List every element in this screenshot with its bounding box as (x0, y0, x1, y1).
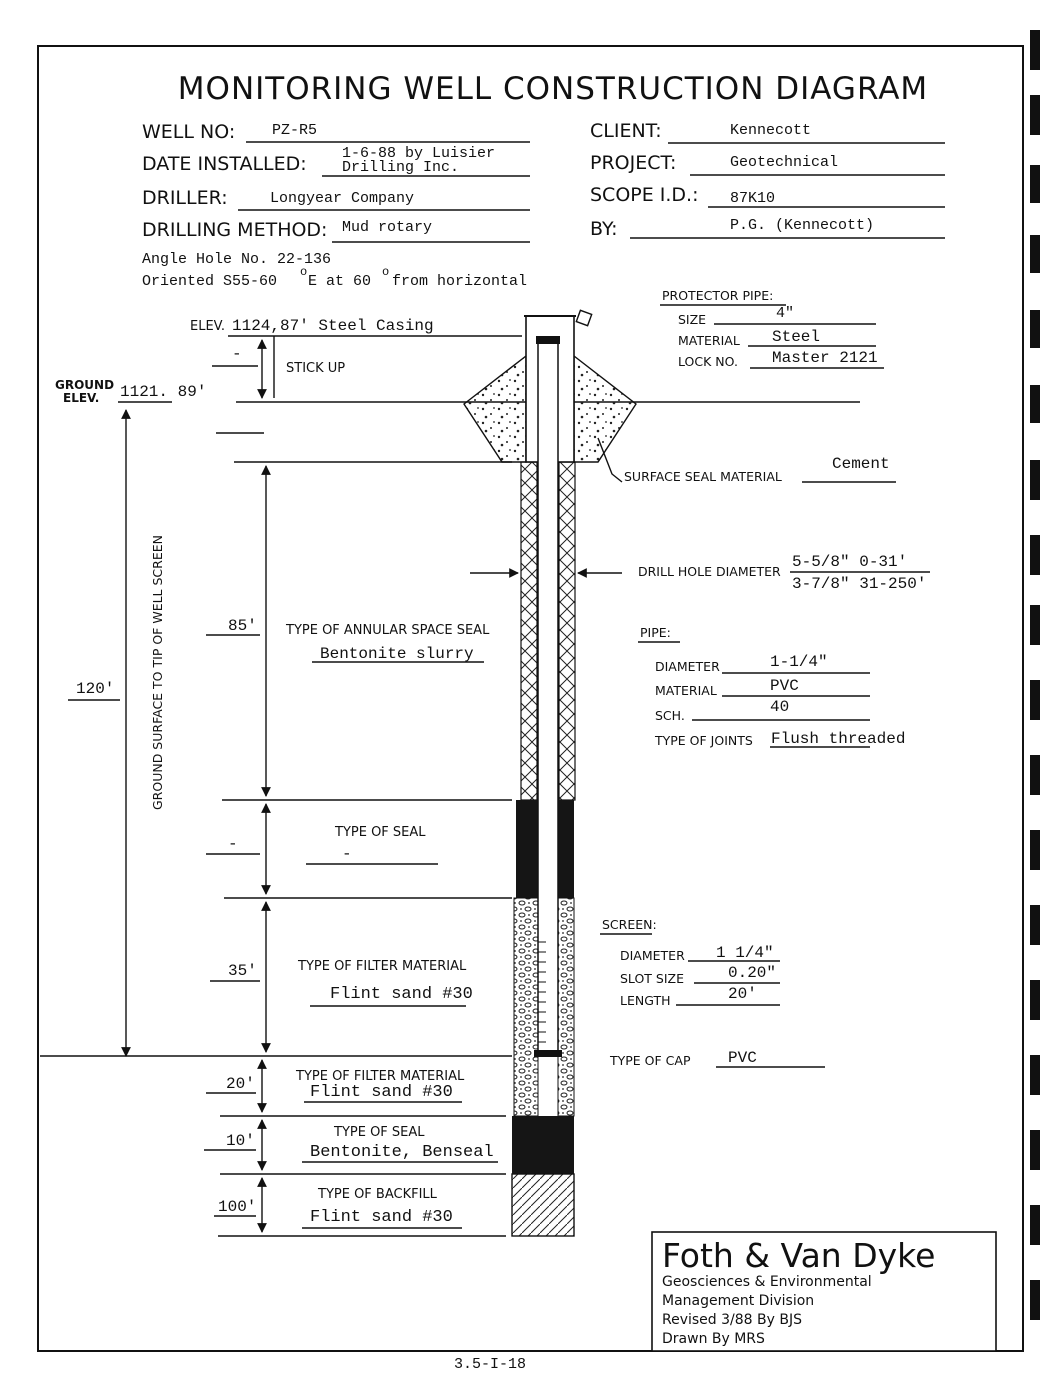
elev-value: 1124,87' Steel Casing (232, 317, 434, 335)
seal2-depth: 10' (226, 1132, 255, 1150)
seal-zone (516, 800, 538, 898)
stick-up-label: STICK UP (286, 361, 346, 376)
surface-seal-label: SURFACE SEAL MATERIAL (624, 469, 782, 484)
joints-value: Flush threaded (771, 730, 906, 748)
pipe-material-label: MATERIAL (655, 683, 717, 698)
angle-note-1: Angle Hole No. 22-136 (142, 251, 332, 268)
company-line-1: Geosciences & Environmental (662, 1274, 872, 1290)
surface-seal-mound-right (574, 356, 636, 462)
degree-mark-1: o (300, 265, 308, 279)
slot-label: SLOT SIZE (620, 971, 684, 986)
filter-zone (514, 898, 538, 1116)
well-pipe (538, 340, 558, 1056)
angle-note-2b: E at 60 (308, 273, 372, 290)
filter-zone-right (558, 898, 574, 1116)
well-no-value: PZ-R5 (272, 122, 318, 139)
screen-diameter-label: DIAMETER (620, 948, 685, 963)
driller-label: DRILLER: (142, 187, 228, 209)
client-label: CLIENT: (590, 120, 662, 142)
seal-depth: - (228, 835, 238, 853)
seal2-value: Bentonite, Benseal (310, 1143, 494, 1162)
drill-hole-value-1: 5-5/8" 0-31' (792, 553, 908, 571)
protector-material: Steel (772, 328, 821, 346)
project-value: Geotechnical (730, 154, 839, 171)
annular-value: Bentonite slurry (320, 645, 474, 663)
protector-title: PROTECTOR PIPE: (662, 288, 774, 303)
protector-material-label: MATERIAL (678, 333, 740, 348)
by-label: BY: (590, 218, 618, 240)
length-label: LENGTH (620, 993, 671, 1008)
filter2-depth: 20' (226, 1075, 255, 1093)
company-line-2: Management Division (662, 1293, 815, 1309)
length-value: 20' (728, 985, 757, 1003)
protector-size-label: SIZE (678, 312, 707, 327)
filter2-value: Flint sand #30 (310, 1083, 453, 1102)
degree-mark-2: o (382, 265, 390, 279)
surface-seal-mound (464, 356, 526, 462)
well-no-label: WELL NO: (142, 121, 236, 143)
angle-note-2c: from horizontal (392, 273, 528, 290)
pipe-sch: 40 (770, 698, 790, 716)
company-line-3: Revised 3/88 By BJS (662, 1312, 802, 1328)
screen-block (600, 917, 780, 1008)
company-name: Foth & Van Dyke (662, 1236, 936, 1275)
annular-depth: 85' (228, 617, 257, 635)
drilling-method-value: Mud rotary (342, 219, 433, 236)
backfill-value: Flint sand #30 (310, 1208, 453, 1227)
lock-label: LOCK NO. (678, 354, 738, 369)
date-installed-value-1: 1-6-88 by Luisier (342, 145, 496, 162)
vertical-span-label: GROUND SURFACE TO TIP OF WELL SCREEN (150, 535, 165, 810)
elev-label: ELEV. (190, 319, 226, 334)
diagram-title: MONITORING WELL CONSTRUCTION DIAGRAM (177, 71, 929, 107)
seal-zone-right (558, 800, 574, 898)
pipe-material: PVC (770, 677, 799, 695)
client-value: Kennecott (730, 122, 812, 139)
screen-diameter: 1 1/4" (716, 944, 774, 962)
drill-hole-label: DRILL HOLE DIAMETER (638, 564, 781, 579)
seal2-label: TYPE OF SEAL (334, 1125, 425, 1140)
stick-up-value: - (232, 345, 242, 363)
filter-depth: 35' (228, 962, 257, 980)
filter-value: Flint sand #30 (330, 985, 473, 1004)
annular-seal-fill-right (559, 462, 575, 800)
page-number: 3.5-I-18 (453, 1356, 527, 1373)
backfill-depth: 100' (218, 1198, 257, 1216)
cap-value: PVC (728, 1049, 757, 1067)
pipe-block (638, 625, 905, 748)
driller-value: Longyear Company (270, 190, 415, 207)
slot-value: 0.20" (728, 964, 777, 982)
lock-value: Master 2121 (772, 349, 878, 367)
scope-label: SCOPE I.D.: (590, 184, 699, 206)
pipe-title: PIPE: (640, 625, 671, 640)
protector-pipe-block (660, 288, 884, 369)
joints-label: TYPE OF JOINTS (655, 733, 753, 748)
cap-block (609, 1049, 825, 1068)
screen-title: SCREEN: (602, 917, 657, 932)
header-left (142, 121, 530, 290)
filter-label: TYPE OF FILTER MATERIAL (298, 959, 467, 974)
binder-marks (1030, 30, 1040, 1320)
angle-note-2a: Oriented S55-60 (142, 273, 278, 290)
header-right (590, 120, 945, 240)
bottom-cap (534, 1050, 562, 1057)
seal-value: - (342, 845, 352, 863)
backfill-zone (512, 1174, 574, 1236)
pipe-diameter-label: DIAMETER (655, 659, 720, 674)
surface-seal-value: Cement (832, 455, 890, 473)
protector-lock-icon (576, 310, 591, 325)
scope-value: 87K10 (730, 190, 776, 207)
seal-label: TYPE OF SEAL (335, 825, 426, 840)
pipe-diameter: 1-1/4" (770, 653, 828, 671)
filter2-label: TYPE OF FILTER MATERIAL (296, 1069, 465, 1084)
date-installed-label: DATE INSTALLED: (142, 153, 307, 175)
date-installed-value-2: Drilling Inc. (342, 159, 460, 176)
well-graphic (464, 310, 636, 1236)
project-label: PROJECT: (590, 152, 677, 174)
by-value: P.G. (Kennecott) (730, 217, 875, 234)
surface-seal-callout (598, 438, 896, 484)
drilling-method-label: DRILLING METHOD: (142, 219, 328, 241)
ground-elev-label-2: ELEV. (63, 391, 100, 405)
backfill-label: TYPE OF BACKFILL (318, 1187, 437, 1202)
cap-label: TYPE OF CAP (610, 1053, 691, 1068)
annular-seal-fill (521, 462, 537, 800)
company-line-4: Drawn By MRS (662, 1331, 765, 1347)
bentonite-zone (512, 1116, 574, 1174)
total-depth-value: 120' (76, 680, 115, 698)
ground-elev-value: 1121. 89' (120, 383, 207, 401)
protector-size: 4" (776, 305, 795, 322)
title-block (652, 1232, 996, 1351)
well-cap (536, 336, 560, 344)
pipe-sch-label: SCH. (655, 708, 685, 723)
drill-hole-value-2: 3-7/8" 31-250' (792, 575, 927, 593)
annular-label: TYPE OF ANNULAR SPACE SEAL (286, 623, 490, 638)
ground-elev-label-1: GROUND (55, 378, 115, 392)
